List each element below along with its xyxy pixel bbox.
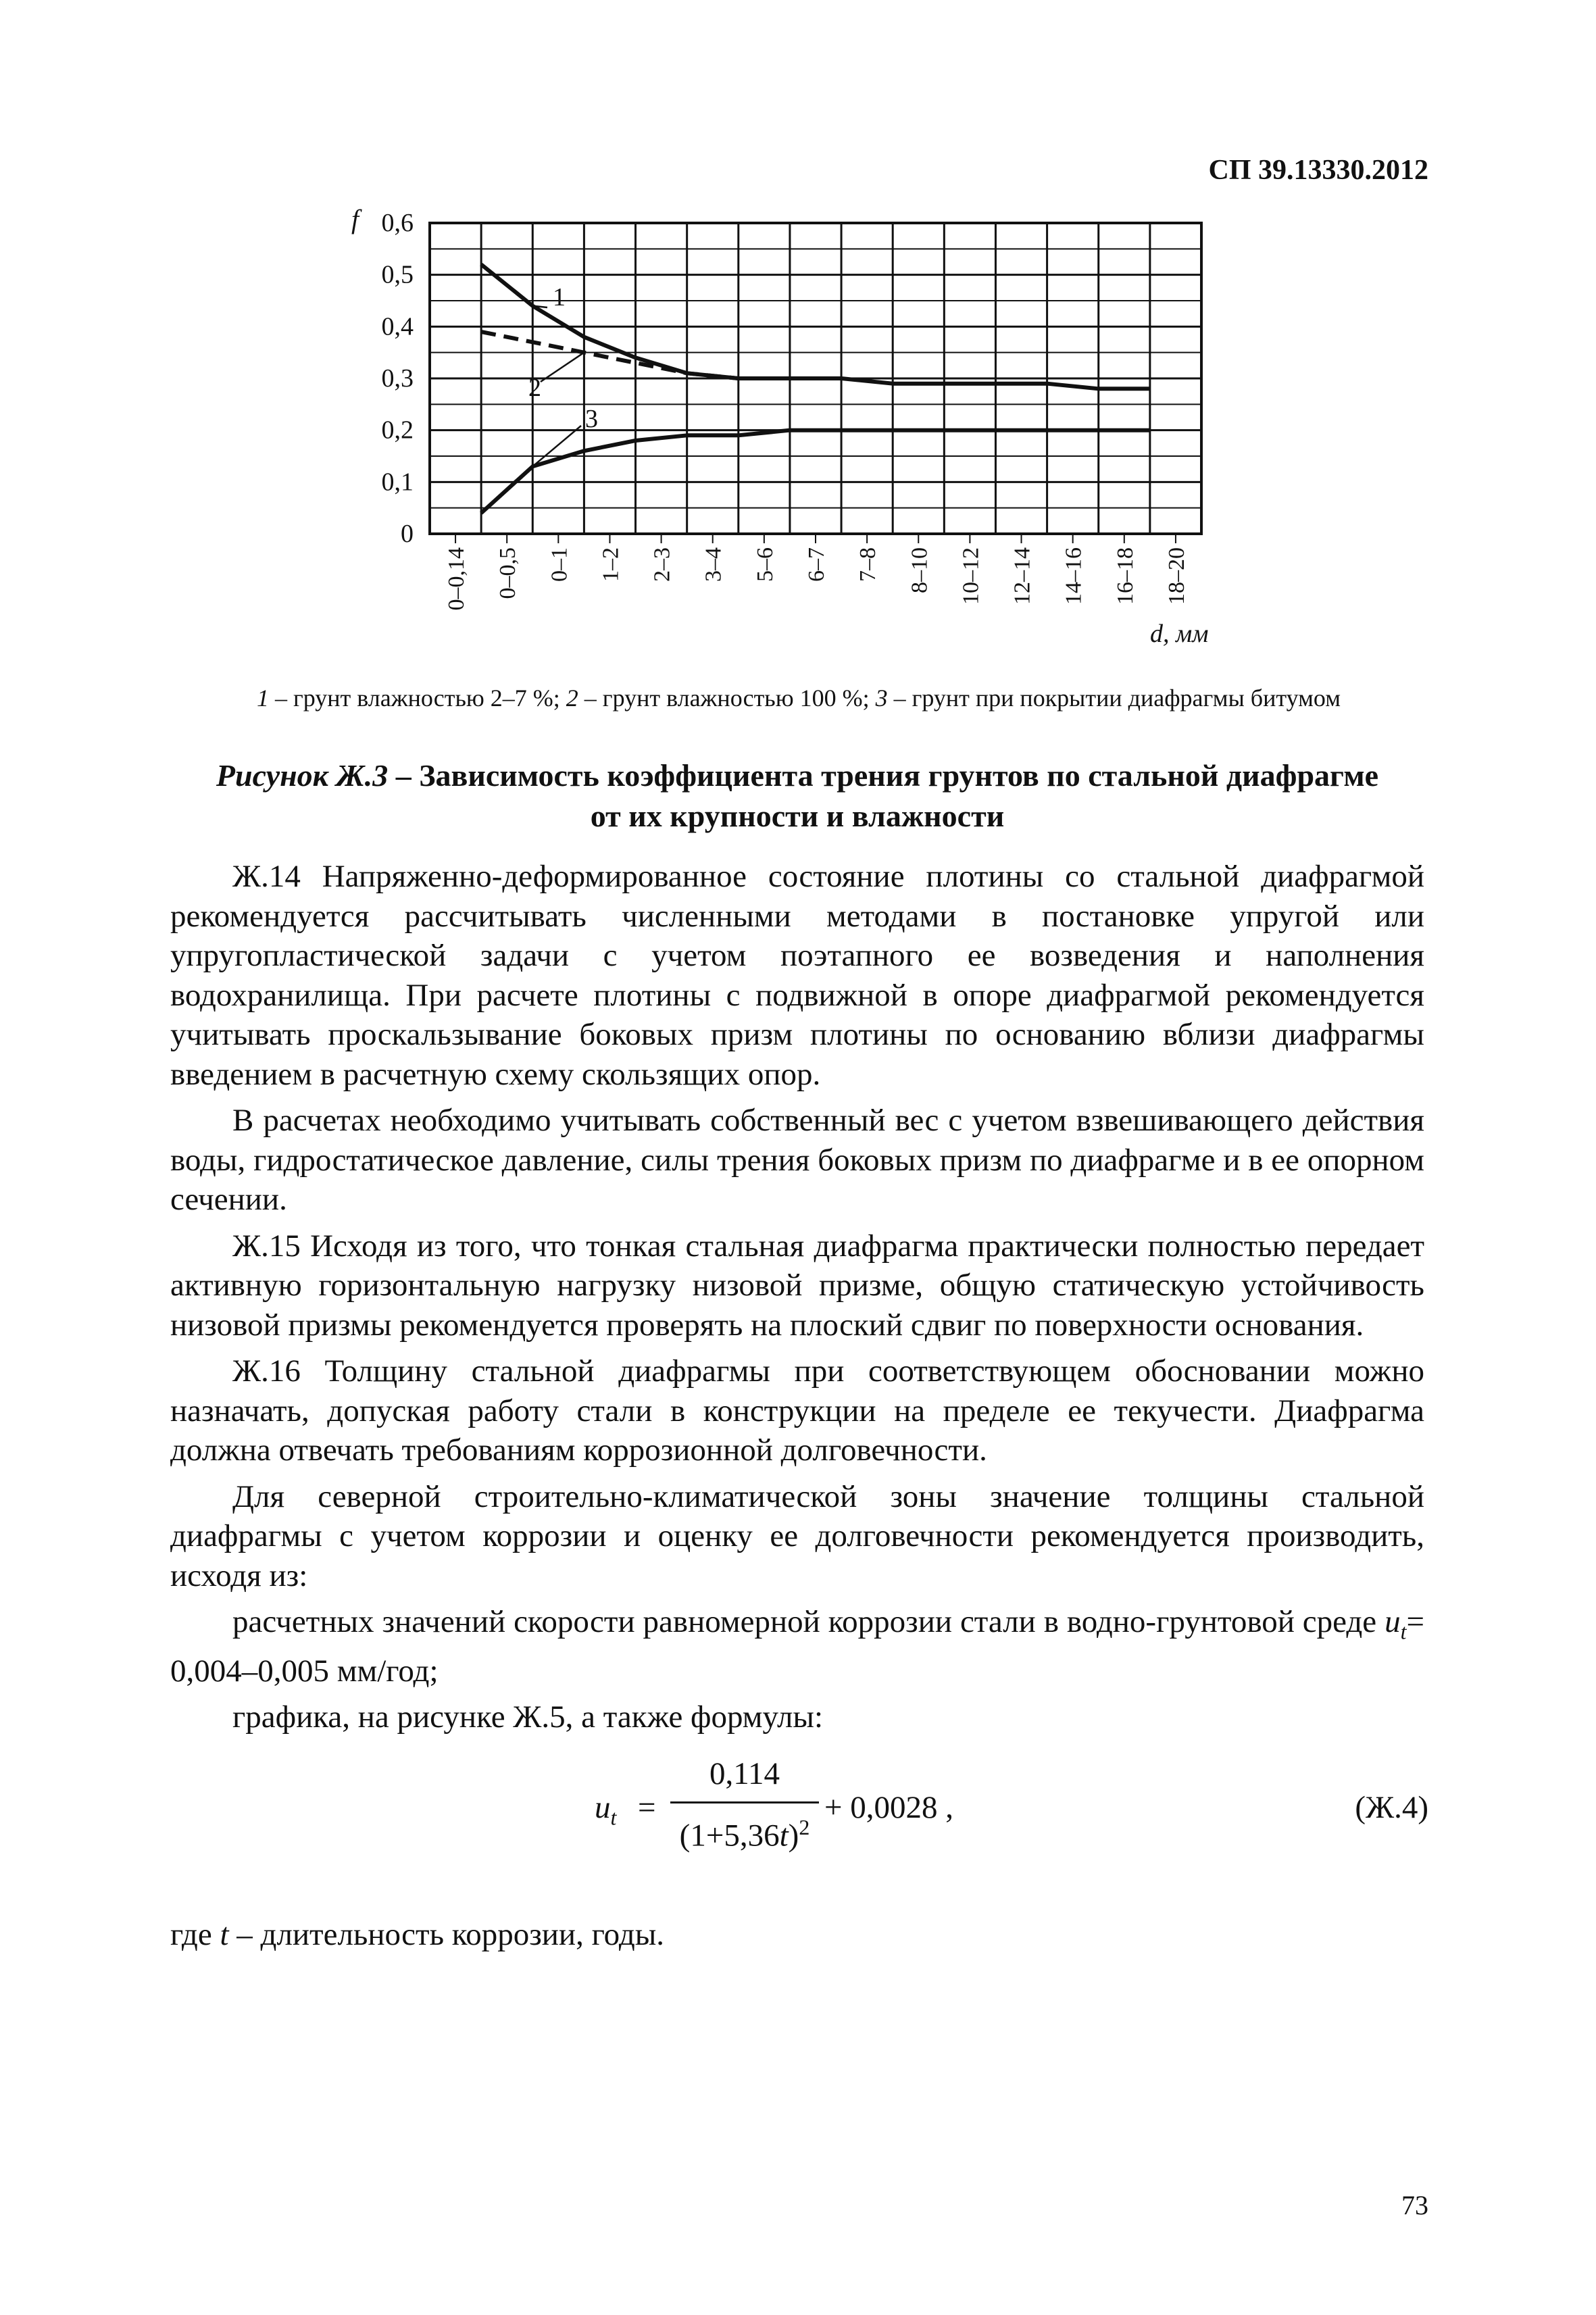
- figure-caption: [162, 755, 1432, 837]
- paragraph-graph-formula: графика, на рисунке Ж.5, а также формулы:: [232, 1699, 824, 1735]
- figure-label: Рисунок Ж.3: [216, 758, 389, 793]
- y-tick-label: 0: [401, 520, 414, 548]
- x-tick-label: 1–2: [598, 547, 624, 582]
- series-3-label: 3: [585, 405, 598, 433]
- paragraph-northern-zone: Для северной строительно-климатической зоны значение толщины стальной диафрагмы с учетом коррозии и оценку ее долговечности рекомендуется производить, исходя из:: [170, 1478, 1424, 1593]
- series-2-label: 2: [528, 374, 541, 402]
- x-tick-label: 7–8: [855, 547, 881, 582]
- x-tick-label: 3–4: [701, 547, 726, 582]
- x-axis-ticks: [444, 534, 1189, 611]
- x-tick-label: 0–0,5: [495, 547, 521, 599]
- y-tick-label: 0,3: [381, 364, 414, 393]
- paragraph-zh15: Ж.15 Исходя из того, что тонкая стальная диафрагма практически полностью передает активную горизонтальную нагрузку низовой призме, общую статическую устойчивость низовой призмы рекомендуется проверять на плоский сдвиг по поверхности основания.: [170, 1228, 1424, 1343]
- formula-numerator: 0,114: [709, 1756, 780, 1791]
- y-tick-label: 0,1: [381, 468, 414, 497]
- x-tick-label: 0–1: [547, 547, 572, 582]
- y-tick-label: 0,5: [381, 260, 414, 289]
- formula-definition: где t – длительность коррозии, годы.: [170, 1917, 665, 1952]
- legend-key-1: 1: [256, 684, 269, 712]
- x-tick-label: 12–14: [1009, 547, 1035, 605]
- friction-coefficient-chart: [0, 0, 1596, 676]
- paragraph-zh14: Ж.14 Напряженно-деформированное состояние плотины со стальной диафрагмой рекомендуется рассчитывать численными методами в постановке упругой или упругопластической задачи с учетом поэтапного ее возведения и наполнения водохранилища. При расчете плотины с подвижной в опоре диафрагмой рекомендуется учитывать проскальзывание боковых призм плотины по основанию вблизи диафрагмы введением в расчетную схему скользящих опор.: [170, 859, 1424, 1092]
- x-tick-label: 5–6: [752, 547, 778, 582]
- paragraph-zh16: Ж.16 Толщину стальной диафрагмы при соответствующем обосновании можно назначать, допуская работу стали в конструкции на пределе ее текучести. Диафрагма должна отвечать требованиям коррозионной долговечности.: [170, 1353, 1424, 1468]
- figure-title-line2: от их крупности и влажности: [590, 799, 1005, 833]
- x-tick-label: 0–0,14: [444, 547, 470, 611]
- formula-denominator: $(1+5,36t)^2$: [679, 1815, 810, 1853]
- x-tick-label: 16–18: [1112, 547, 1138, 605]
- formula-lhs: $u_t$: [595, 1790, 617, 1830]
- legend-text-1: – грунт влажностью 2–7 %;: [268, 684, 566, 712]
- formula-equals: =: [638, 1790, 656, 1825]
- y-axis-ticks: [382, 209, 414, 548]
- x-tick-label: 14–16: [1061, 547, 1087, 605]
- series-1-label: 1: [553, 283, 566, 312]
- formula-number: (Ж.4): [1355, 1790, 1428, 1825]
- formula-constant: + 0,0028 ,: [824, 1790, 954, 1825]
- legend-key-3: 3: [875, 684, 888, 712]
- y-tick-label: 0,2: [381, 416, 414, 445]
- x-tick-label: 2–3: [649, 547, 675, 582]
- y-tick-label: 0,4: [381, 312, 414, 341]
- x-tick-label: 10–12: [958, 547, 984, 605]
- formula-fraction-bar: [670, 1801, 819, 1803]
- y-tick-label: 0,6: [381, 209, 414, 237]
- document-code: СП 39.13330.2012: [1208, 155, 1428, 186]
- series-2-line: [481, 332, 739, 378]
- x-axis-label: d, мм: [1150, 620, 1209, 648]
- legend-key-2: 2: [566, 684, 578, 712]
- series-3-line: [481, 430, 1150, 514]
- body-text: [170, 857, 1424, 1737]
- figure-title-text: – Зависимость коэффициента трения грунтов по стальной диафрагме: [388, 758, 1379, 793]
- x-tick-label: 8–10: [907, 547, 932, 593]
- y-axis-label: f: [351, 204, 359, 234]
- figure-legend: [170, 684, 1427, 712]
- x-tick-label: 6–7: [804, 547, 829, 582]
- paragraph-corrosion-rates: расчетных значений скорости равномерной коррозии стали в водно-грунтовой среде $u_t= 0,004-0,005$ мм/год;: [170, 1604, 1424, 1689]
- chart-series: [481, 264, 1150, 513]
- x-tick-label: 18–20: [1164, 547, 1189, 605]
- legend-text-2: – грунт влажностью 100 %;: [578, 684, 876, 712]
- page-number: 73: [1401, 2190, 1428, 2220]
- legend-text-3: – грунт при покрытии диафрагмы битумом: [887, 684, 1341, 712]
- formula-zh4: [595, 1749, 1000, 1884]
- paragraph-calculations: В расчетах необходимо учитывать собственный вес с учетом взвешивающего действия воды, гидростатическое давление, силы трения боковых призм по диафрагме и в ее опорном сечении.: [170, 1103, 1424, 1217]
